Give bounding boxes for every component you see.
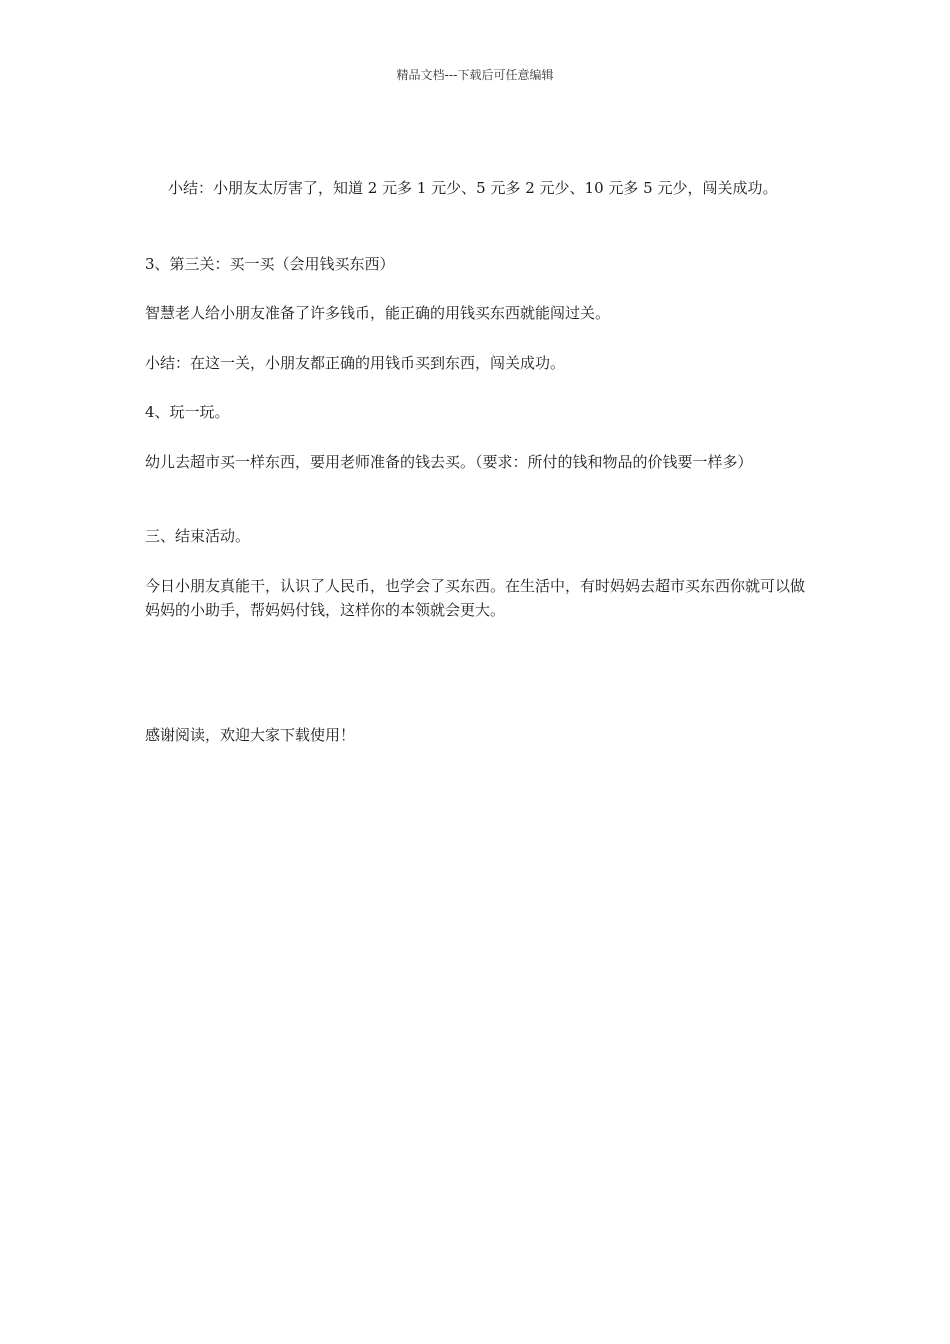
paragraph-level-3-desc: 智慧老人给小朋友准备了许多钱币，能正确的用钱买东西就能闯过关。 [145, 304, 611, 322]
paragraph-thanks: 感谢阅读，欢迎大家下载使用！ [145, 726, 356, 744]
paragraph-summary-2: 小结：在这一关，小朋友都正确的用钱币买到东西，闯关成功。 [145, 354, 566, 372]
paragraph-play-desc: 幼儿去超市买一样东西，要用老师准备的钱去买。（要求：所付的钱和物品的价钱要一样多） [145, 453, 753, 471]
paragraph-summary-1: 小结：小朋友太厉害了，知道 2 元多 1 元少、5 元多 2 元少、10 元多 5 元少，闯关成功。 [168, 179, 778, 197]
paragraph-play-title: 4、玩一玩。 [145, 403, 230, 421]
page-header: 精品文档---下载后可任意编辑 [396, 68, 554, 82]
paragraph-ending-title: 三、结束活动。 [145, 527, 251, 545]
paragraph-ending-desc: 今日小朋友真能干，认识了人民币，也学会了买东西。在生活中，有时妈妈去超市买东西你就可以做妈妈的小助手，帮妈妈付钱，这样你的本领就会更大。 [145, 577, 806, 619]
paragraph-level-3-title: 3、第三关：买一买（会用钱买东西） [145, 255, 395, 273]
